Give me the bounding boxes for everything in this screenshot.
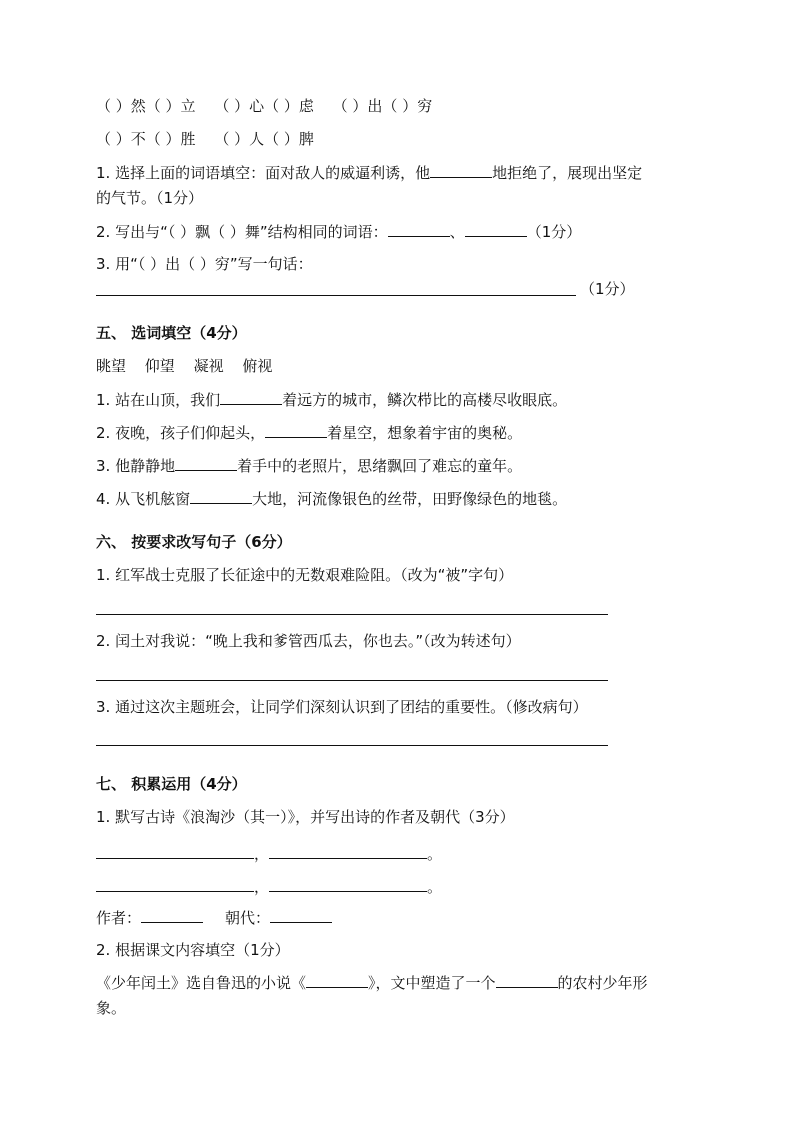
- question-4-3: 3. 用“（ ）出（ ）穷”写一句话：: [96, 255, 313, 273]
- answer-line[interactable]: [96, 614, 608, 615]
- answer-blank[interactable]: [496, 971, 558, 988]
- idiom-item: （ ）不（ ）胜: [96, 130, 196, 148]
- answer-blank[interactable]: [269, 875, 427, 892]
- idiom-item: （ ）出（ ）穷: [332, 97, 433, 115]
- poem-line-2: ， 。: [96, 875, 442, 898]
- answer-line[interactable]: [96, 745, 608, 746]
- idiom-item: （ ）人（ ）脾: [214, 130, 314, 148]
- question-5-2: 2. 夜晚，孩子们仰起头， 着星空，想象着宇宙的奥秘。: [96, 421, 522, 444]
- answer-blank[interactable]: [265, 421, 327, 438]
- answer-blank[interactable]: [388, 220, 450, 237]
- answer-blank[interactable]: [306, 971, 368, 988]
- question-7-2-text-cont: 象。: [96, 999, 127, 1017]
- section-6-title: 六、 按要求改写句子（6分）: [96, 533, 292, 551]
- word-option: 仰望: [144, 357, 175, 375]
- author-blank[interactable]: [141, 906, 203, 923]
- answer-blank[interactable]: [96, 842, 254, 859]
- answer-blank[interactable]: [190, 487, 252, 504]
- answer-blank[interactable]: [430, 161, 492, 178]
- question-4-1-cont: 的气节。（1分）: [96, 189, 204, 207]
- question-6-3: 3. 通过这次主题班会，让同学们深刻认识到了团结的重要性。（修改病句）: [96, 698, 588, 716]
- question-7-2: 2. 根据课文内容填空（1分）: [96, 941, 290, 959]
- author-dynasty-row: 作者： 朝代：: [96, 906, 332, 929]
- word-option: 凝视: [193, 357, 224, 375]
- word-option: 眺望: [96, 357, 127, 375]
- question-7-1: 1. 默写古诗《浪淘沙（其一）》，并写出诗的作者及朝代（3分）: [96, 808, 515, 826]
- poem-line-1: ， 。: [96, 842, 442, 865]
- word-bank: [96, 355, 272, 377]
- answer-line[interactable]: [96, 295, 576, 296]
- question-7-2-text: 《少年闰土》选自鲁迅的小说《 》，文中塑造了一个 的农村少年形: [96, 971, 648, 994]
- answer-blank[interactable]: [96, 875, 254, 892]
- question-4-1: 1. 选择上面的词语填空：面对敌人的威逼利诱，他 地拒绝了，展现出坚定: [96, 161, 642, 184]
- section-7-title: 七、 积累运用（4分）: [96, 775, 247, 793]
- score-label: （1分）: [580, 280, 635, 298]
- question-6-1: 1. 红军战士克服了长征途中的无数艰难险阻。（改为“被”字句）: [96, 566, 514, 584]
- question-5-1: 1. 站在山顶，我们 着远方的城市，鳞次栉比的高楼尽收眼底。: [96, 388, 567, 411]
- idiom-item: （ ）心（ ）虑: [214, 97, 314, 115]
- question-6-2: 2. 闰土对我说：“晚上我和爹管西瓜去，你也去。”（改为转述句）: [96, 632, 521, 650]
- question-5-3: 3. 他静静地 着手中的老照片，思绪飘回了难忘的童年。: [96, 454, 522, 477]
- word-option: 俯视: [242, 357, 273, 375]
- idiom-item: （ ）然（ ）立: [96, 97, 196, 115]
- dynasty-blank[interactable]: [270, 906, 332, 923]
- idiom-row-1: [96, 95, 432, 117]
- answer-blank[interactable]: [175, 454, 237, 471]
- answer-line[interactable]: [96, 680, 608, 681]
- answer-blank[interactable]: [220, 388, 282, 405]
- answer-blank[interactable]: [269, 842, 427, 859]
- answer-blank[interactable]: [465, 220, 527, 237]
- question-5-4: 4. 从飞机舷窗 大地，河流像银色的丝带，田野像绿色的地毯。: [96, 487, 567, 510]
- section-5-title: 五、 选词填空（4分）: [96, 324, 247, 342]
- idiom-row-2: [96, 128, 314, 150]
- question-4-2: 2. 写出与“（ ）飘（ ）舞”结构相同的词语： 、 （1分）: [96, 220, 581, 243]
